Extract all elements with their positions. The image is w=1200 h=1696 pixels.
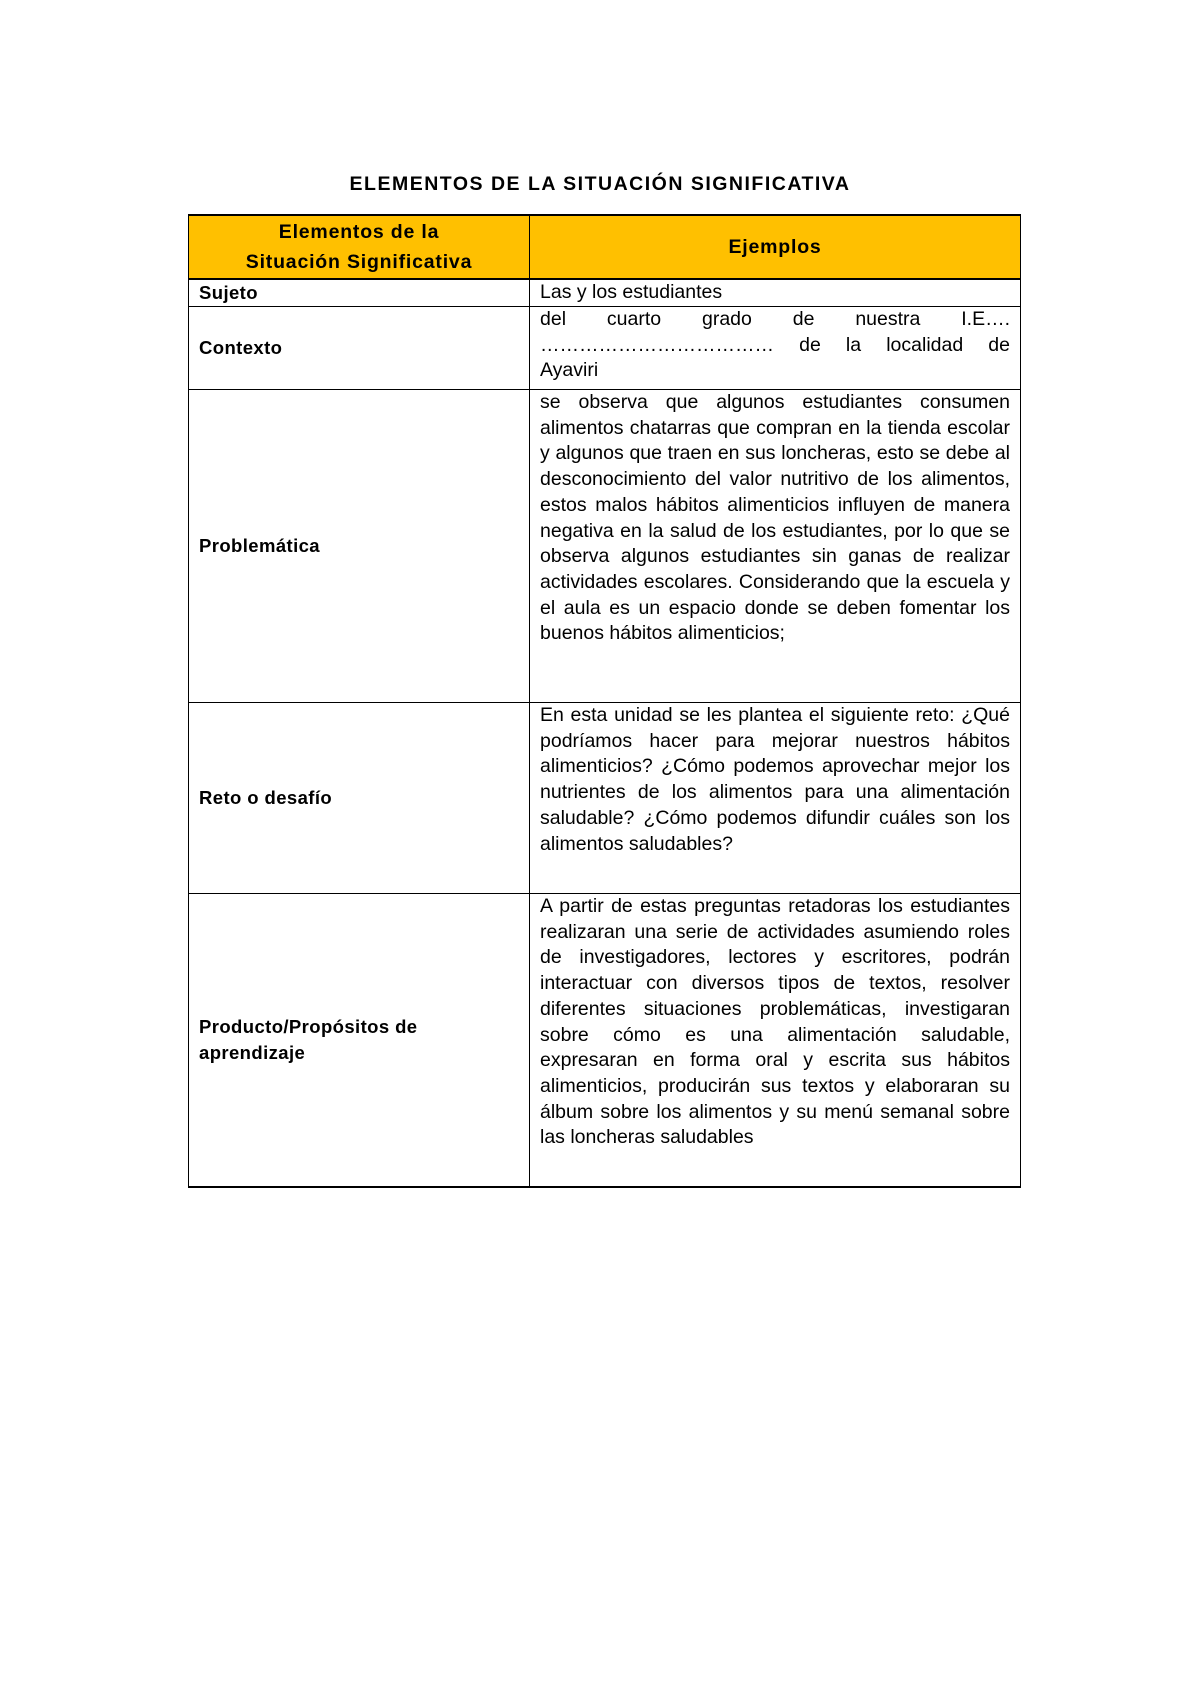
table-row bbox=[189, 307, 1021, 390]
row-label-reto: Reto o desafío bbox=[189, 703, 530, 894]
contexto-line2: ……………………………… de la localidad de bbox=[540, 333, 1010, 356]
table-row bbox=[189, 894, 1021, 1188]
row-value-sujeto: Las y los estudiantes bbox=[530, 279, 1021, 307]
table-row bbox=[189, 703, 1021, 894]
contexto-line1: del cuarto grado de nuestra I.E…. bbox=[540, 308, 1010, 330]
row-label-contexto: Contexto bbox=[189, 307, 530, 390]
table-header-row bbox=[189, 215, 1021, 279]
row-value-reto: En esta unidad se les plantea el siguiente reto: ¿Qué podríamos hacer para mejorar nuestros hábitos alimenticios? ¿Cómo podemos aprovechar mejor los nutrientes de los alimentos para una alimentación saludable? ¿Cómo podemos difundir cuáles son los alimentos saludables? bbox=[530, 703, 1021, 894]
header-elementos-line2: Situación Significativa bbox=[245, 251, 473, 273]
header-elementos-line1: Elementos de la bbox=[278, 221, 440, 243]
header-ejemplos: Ejemplos bbox=[530, 215, 1021, 279]
row-value-contexto bbox=[530, 307, 1021, 390]
row-label-sujeto: Sujeto bbox=[189, 279, 530, 307]
table-row bbox=[189, 390, 1021, 703]
contexto-line3: Ayaviri bbox=[540, 359, 599, 382]
row-value-problematica: se observa que algunos estudiantes consumen alimentos chatarras que compran en la tienda escolar y algunos que traen en sus loncheras, esto se debe al desconocimiento del valor nutritivo de los alimentos, estos malos hábitos alimenticios influyen de manera negativa en la salud de los estudiantes, por lo que se observa algunos estudiantes sin ganas de realizar actividades escolares. Considerando que la escuela y el aula es un espacio donde se deben fomentar los buenos hábitos alimenticios; bbox=[530, 390, 1021, 703]
table-row bbox=[189, 279, 1021, 307]
header-elementos bbox=[189, 215, 530, 279]
document-title: ELEMENTOS DE LA SITUACIÓN SIGNIFICATIVA bbox=[349, 173, 851, 195]
row-value-producto: A partir de estas preguntas retadoras los estudiantes realizaran una serie de actividades asumiendo roles de investigadores, lectores y escritores, podrán interactuar con diversos tipos de textos, resolver diferentes situaciones problemáticas, investigaran sobre cómo es una alimentación saludable, expresaran en forma oral y escrita sus hábitos alimenticios, producirán sus textos y elaboraran su álbum sobre los alimentos y su menú semanal sobre las loncheras saludables bbox=[530, 894, 1021, 1188]
row-label-producto: Producto/Propósitos de aprendizaje bbox=[189, 894, 530, 1188]
row-label-problematica: Problemática bbox=[189, 390, 530, 703]
situation-elements-table bbox=[188, 214, 1021, 1188]
